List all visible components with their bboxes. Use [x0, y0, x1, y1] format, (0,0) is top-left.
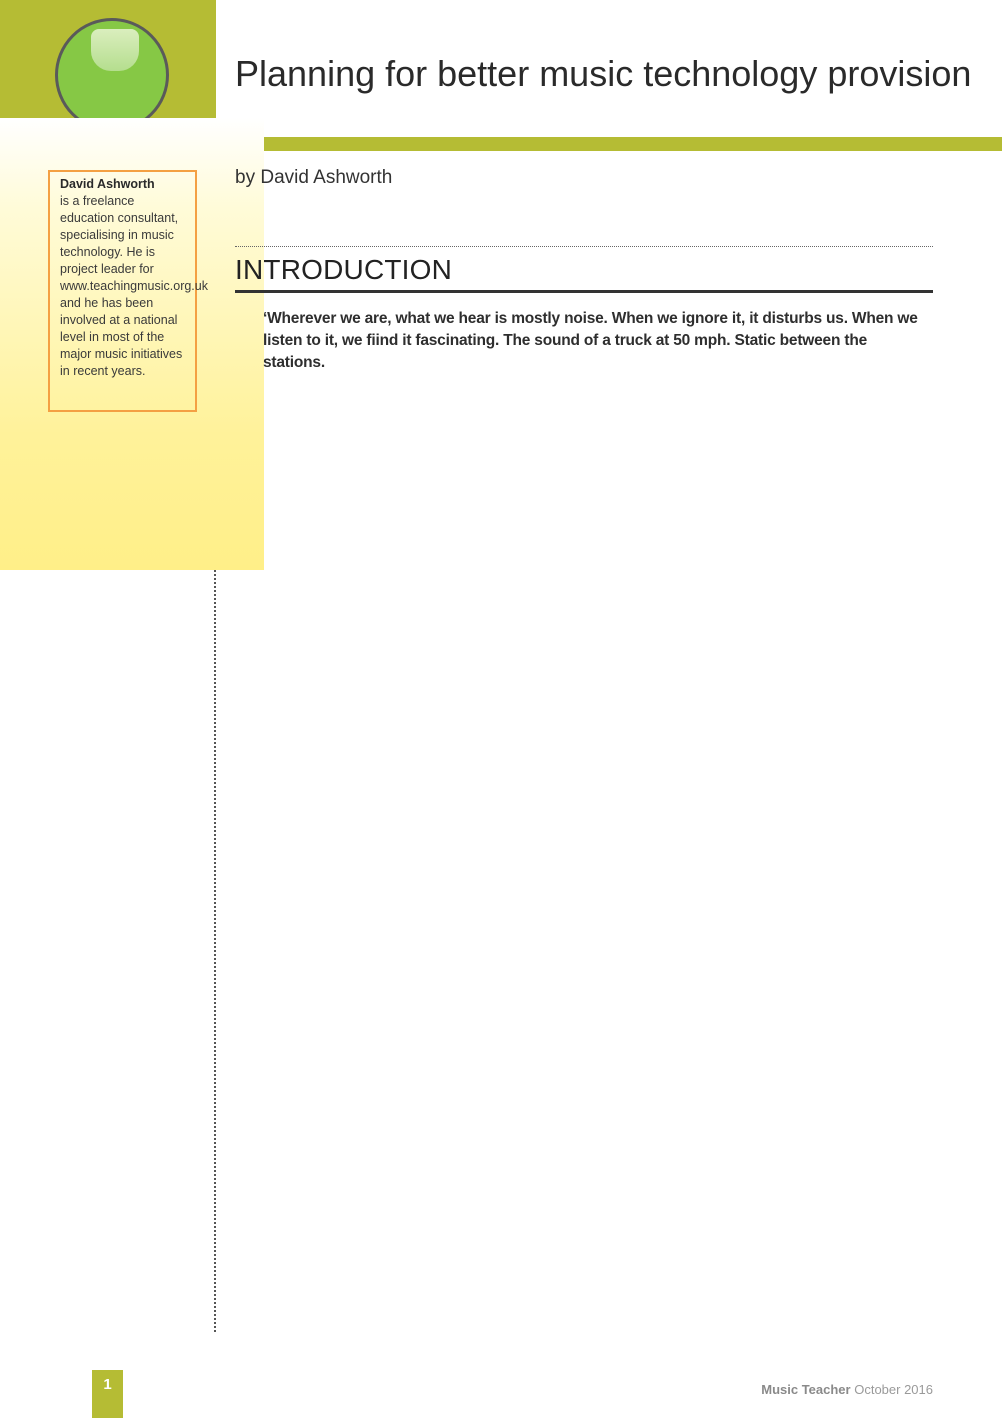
- title-underline-bar: [264, 137, 1002, 151]
- intro-quote: ‘Wherever we are, what we hear is mostly noise. When we ignore it, it disturbs us. When we listen to it, we fiind it fascinating. The sound of a truck at 50 mph. Static between the stations.: [263, 310, 918, 371]
- page-footer: [761, 1382, 933, 1397]
- page-number: 1: [92, 1370, 123, 1418]
- article-byline: by David Ashworth: [235, 167, 393, 188]
- author-bio-text: is a freelance education consultant, specialising in music technology. He is project leader for www.teachingmusic.org.uk and he has been involved at a national level in most of the major music initiatives in recent years.: [60, 194, 208, 378]
- author-bio-box: [48, 170, 208, 412]
- green-button-icon: [55, 18, 169, 132]
- sidebar-dotted-divider: [214, 570, 216, 1332]
- author-bio-name: David Ashworth: [60, 177, 155, 191]
- footer-issue: October 2016: [854, 1382, 933, 1397]
- section-heading-rule: [235, 290, 933, 293]
- section-dotted-separator: [235, 246, 933, 247]
- footer-publication: Music Teacher: [761, 1382, 851, 1397]
- section-heading: INTRODUCTION: [235, 254, 453, 285]
- article-title: Planning for better music technology provision: [235, 53, 972, 94]
- logo-highlight: [91, 29, 139, 71]
